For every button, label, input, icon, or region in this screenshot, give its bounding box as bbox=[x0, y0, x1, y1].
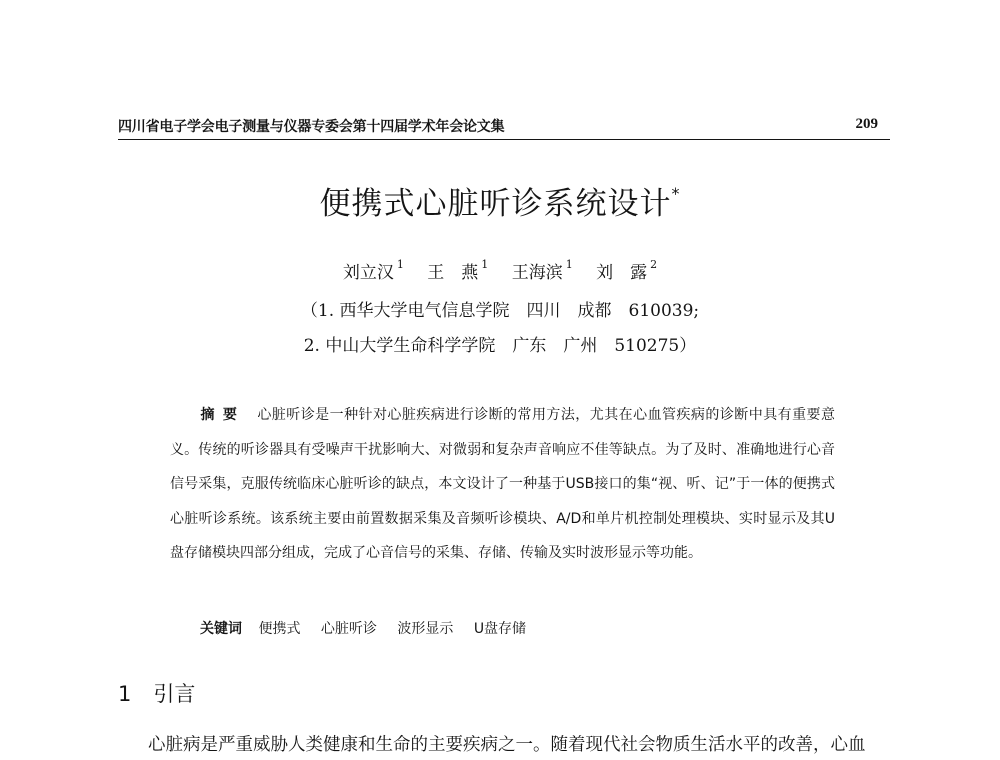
affiliation-1: （1. 西华大学电气信息学院 四川 成都 610039; bbox=[300, 301, 700, 321]
paper-title bbox=[0, 178, 1000, 223]
author-affiliation-mark: 2 bbox=[650, 258, 658, 272]
keyword: 心脏听诊 bbox=[320, 621, 377, 637]
running-header bbox=[118, 116, 888, 138]
keywords-label: 关键词 bbox=[200, 621, 242, 637]
author bbox=[596, 258, 657, 283]
author bbox=[512, 258, 573, 283]
abstract bbox=[170, 398, 835, 571]
author-affiliation-mark: 1 bbox=[565, 258, 573, 272]
keyword: 波形显示 bbox=[397, 621, 454, 637]
page-number: 209 bbox=[855, 116, 878, 132]
author bbox=[343, 258, 404, 283]
keywords bbox=[200, 618, 542, 638]
paper-title-text: 便携式心脏听诊系统设计 bbox=[319, 186, 672, 222]
body-paragraph: 心脏病是严重威胁人类健康和生命的主要疾病之一。随着现代社会物质生活水平的改善，心血 bbox=[148, 735, 866, 755]
author-affiliation-mark: 1 bbox=[481, 258, 489, 272]
author bbox=[427, 258, 488, 283]
affiliation-2: 2. 中山大学生命科学学院 广东 广州 510275） bbox=[303, 336, 697, 356]
section-title: 引言 bbox=[153, 682, 196, 706]
section-number: 1 bbox=[118, 682, 132, 706]
author-name: 刘立汉 bbox=[342, 263, 394, 283]
running-title: 四川省电子学会电子测量与仪器专委会第十四届学术年会论文集 bbox=[118, 119, 505, 135]
section-heading bbox=[118, 678, 195, 708]
author-name: 王海滨 bbox=[511, 263, 563, 283]
header-rule bbox=[118, 139, 890, 140]
author-affiliation-mark: 1 bbox=[396, 258, 404, 272]
author-name: 王 燕 bbox=[427, 263, 479, 283]
keyword: U盘存储 bbox=[473, 621, 527, 637]
abstract-label: 摘要 bbox=[200, 407, 246, 423]
abstract-text: 心脏听诊是一种针对心脏疾病进行诊断的常用方法，尤其在心血管疾病的诊断中具有重要意义。传统的听诊器具有受噪声干扰影响大、对微弱和复杂声音响应不佳等缺点。为了及时、准确地进行心音信号采集，克服传统临床心脏听诊的缺点，本文设计了一种基于USB接口的集“视、听、记”于一体的便携式心脏听诊系统。该系统主要由前置数据采集及音频听诊模块、A/D和单片机控制处理模块、实时显示及其U盘存储模块四部分组成，完成了心音信号的采集、存储、传输及实时波形显示等功能。 bbox=[170, 407, 835, 561]
title-footnote-mark: * bbox=[671, 183, 681, 203]
keyword: 便携式 bbox=[258, 621, 301, 637]
author-name: 刘 露 bbox=[596, 263, 648, 283]
author-list bbox=[0, 258, 1000, 283]
